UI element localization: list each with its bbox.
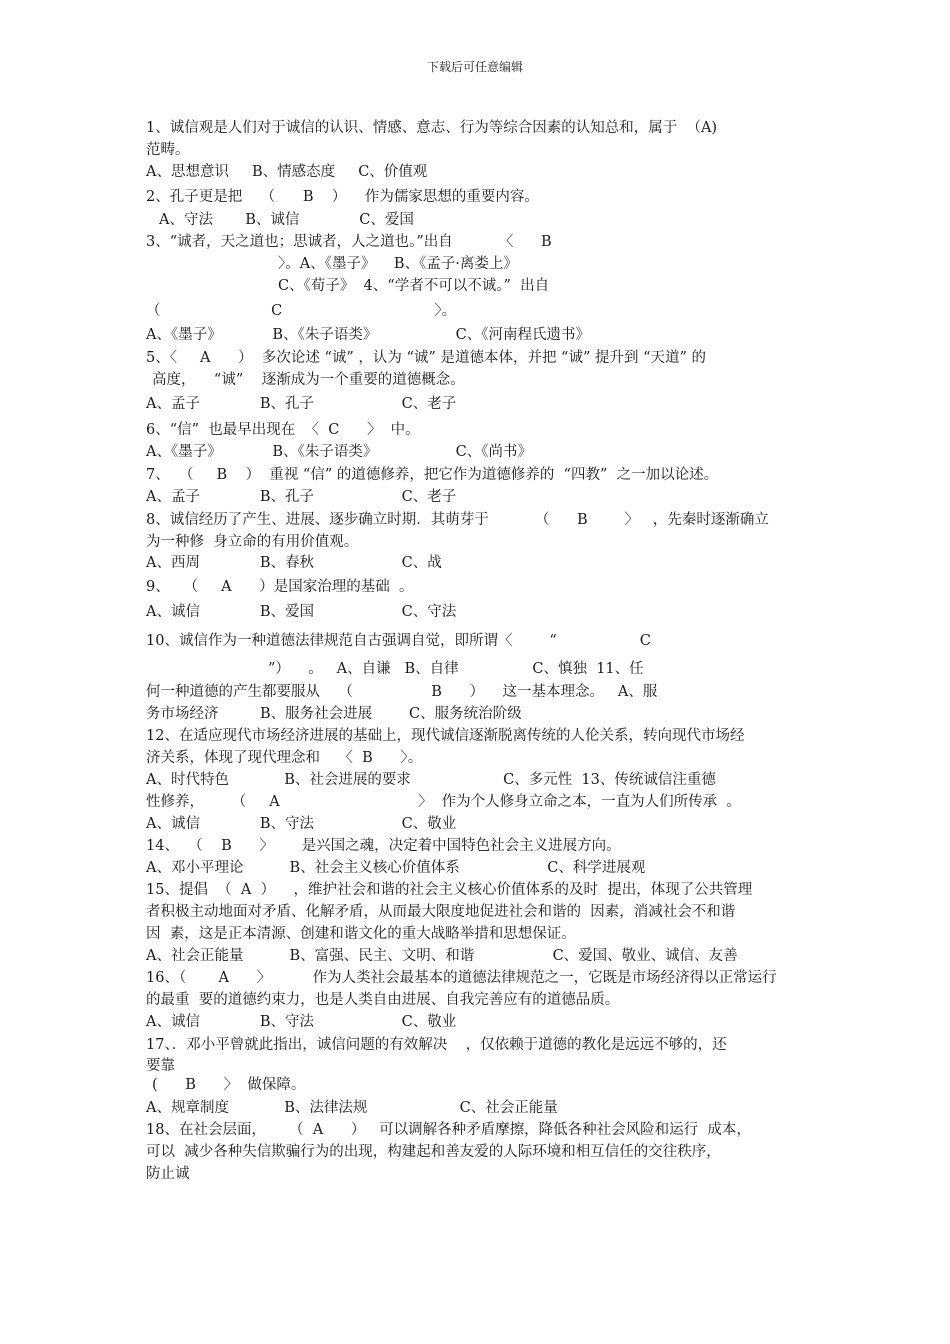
text-line: A、孟子 B、孔子 C、老子 xyxy=(146,489,457,505)
text-line: 〉。A、《墨子》 B、《孟子·离娄上》 xyxy=(278,256,518,272)
page-header: 下载后可任意编辑 xyxy=(426,60,523,74)
text-line: 6、“信” 也最早出现在 〈 C 〉 中。 xyxy=(146,422,420,438)
text-line: A、时代特色 B、社会进展的要求 C、多元性 13、传统诚信注重德 xyxy=(146,772,716,788)
text-line: A、社会正能量 B、富强、民主、文明、和谐 C、爱国、敬业、诚信、友善 xyxy=(146,948,738,964)
text-line: 1、诚信观是人们对于诚信的认识、情感、意志、行为等综合因素的认知总和，属于 （A) xyxy=(146,120,718,136)
text-line: （ C 〉。 xyxy=(146,303,457,319)
text-line: 的最重 要的道德约束力，也是人类自由进展、自我完善应有的道德品质。 xyxy=(146,992,620,1008)
text-line: A、规章制度 B、法律法规 C、社会正能量 xyxy=(146,1100,558,1116)
text-line: 何一种道德的产生都要服从 （ B ） 这一基本理念。 A、服 xyxy=(146,684,658,700)
text-line: C、《荀子》 4、“学者不可以不诚。” 出自 xyxy=(278,278,550,294)
text-line: 14、 （ B 〉 是兴国之魂，决定着中国特色社会主义进展方向。 xyxy=(146,838,621,854)
text-line: 3、“诚者，天之道也；思诚者，人之道也。”出自 〈 B xyxy=(146,234,552,250)
text-line: A、诚信 B、爱国 C、守法 xyxy=(146,604,457,620)
text-line: 者积极主动地面对矛盾、化解矛盾，从而最大限度地促进社会和谐的 因素，消减社会不和谐 xyxy=(146,904,736,920)
text-line: 17、．邓小平曾就此指出，诚信问题的有效解决 ，仅依赖于道德的教化是远远不够的，还 xyxy=(146,1037,727,1053)
text-line: 防止诚 xyxy=(146,1166,190,1182)
text-line: 务市场经济 B、服务社会进展 C、服务统治阶级 xyxy=(146,706,522,722)
text-line: 范畴。 xyxy=(146,142,190,158)
text-line: 7、 （ B ） 重视 “信” 的道德修养，把它作为道德修养的 “四教” 之一加以论述。 xyxy=(146,467,719,483)
text-line: 16、（ A 〉 作为人类社会最基本的道德法律规范之一，它既是市场经济得以正常运行 xyxy=(146,970,777,986)
text-line: A、《墨子》 B、《朱子语类》 C、《尚书》 xyxy=(146,444,533,460)
text-line: A、西周 B、春秋 C、战 xyxy=(146,555,442,571)
text-line: 性修养， （ A 〉 作为个人修身立命之本，一直为人们所传承 。 xyxy=(146,794,741,810)
text-line: A、思想意识 B、情感态度 C、价值观 xyxy=(146,164,428,180)
text-line: 为一种修 身立命的有用价值观。 xyxy=(146,534,359,550)
text-line: 5、〈 A ） 多次论述 “诚” ，认为 “诚” 是道德本体，并把 “诚” 提升到 “天道” 的 xyxy=(146,350,707,366)
text-line: 要靠 xyxy=(146,1058,175,1074)
text-line: 2、孔子更是把 （ B ） 作为儒家思想的重要内容。 xyxy=(146,189,539,205)
text-line: A、诚信 B、守法 C、敬业 xyxy=(146,1014,457,1030)
text-line: A、邓小平理论 B、社会主义核心价值体系 C、科学进展观 xyxy=(146,860,646,876)
text-line: 18、在社会层面， （ A ） 可以调解各种矛盾摩擦，降低各种社会风险和运行 成本， xyxy=(146,1122,751,1138)
text-line: A、诚信 B、守法 C、敬业 xyxy=(146,816,457,832)
text-line: ”） 。 A、自谦 B、自律 C、慎独 11、任 xyxy=(268,661,644,677)
text-line: 8、诚信经历了产生、进展、逐步确立时期．其萌芽于 （ B 〉 ，先秦时逐渐确立 xyxy=(146,512,769,528)
text-line: 因 素，这是正本清源、创建和谐文化的重大战略举措和思想保证。 xyxy=(146,926,576,942)
text-line: 12、在适应现代市场经济进展的基础上，现代诚信逐渐脱离传统的人伦关系，转向现代市场经 xyxy=(146,728,745,744)
text-line: A、守法 B、诚信 C、爱国 xyxy=(159,212,414,228)
text-line: ( B 〉 做保障。 xyxy=(152,1077,306,1093)
text-line: 可以 减少各种失信欺骗行为的出现，构建起和善友爱的人际环境和相互信任的交往秩序， xyxy=(146,1144,721,1160)
text-line: A、《墨子》 B、《朱子语类》 C、《河南程氏遗书》 xyxy=(146,327,591,343)
text-line: 高度， “诚” 逐渐成为一个重要的道德概念。 xyxy=(152,372,465,388)
text-line: 15、提倡 （ A ） ，维护社会和谐的社会主义核心价值体系的及时 提出，体现了公共管理 xyxy=(146,882,753,898)
text-line: A、孟子 B、孔子 C、老子 xyxy=(146,396,457,412)
text-line: 9、 （ A ）是国家治理的基础 。 xyxy=(146,579,414,595)
text-line: 10、诚信作为一种道德法律规范自古强调自觉，即所谓〈 “ C xyxy=(146,633,651,649)
text-line: 济关系，体现了现代理念和 〈 B 〉。 xyxy=(146,750,423,766)
